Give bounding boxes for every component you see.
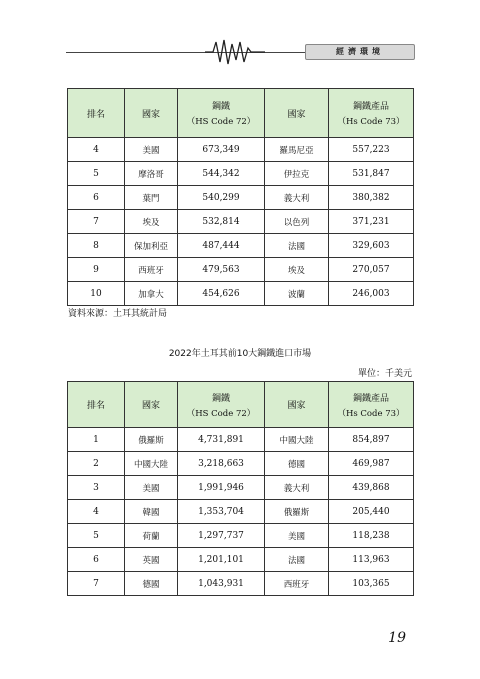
cell-rank: 10 — [68, 282, 125, 306]
cell-country-2: 埃及 — [265, 258, 329, 282]
cell-country-2: 俄羅斯 — [265, 500, 329, 524]
table-row — [68, 210, 414, 234]
cell-steel: 1,991,946 — [178, 476, 265, 500]
table-header-row — [68, 382, 414, 428]
cell-country-2: 波蘭 — [265, 282, 329, 306]
cell-country-2: 伊拉克 — [265, 162, 329, 186]
header-products-code: （Hs Code 73） — [337, 408, 405, 419]
cell-rank: 8 — [68, 234, 125, 258]
cell-products: 380,382 — [329, 186, 414, 210]
cell-products: 205,440 — [329, 500, 414, 524]
import-table — [67, 381, 414, 596]
cell-rank: 2 — [68, 452, 125, 476]
cell-products: 113,963 — [329, 548, 414, 572]
table-row — [68, 452, 414, 476]
cell-steel: 540,299 — [178, 186, 265, 210]
cell-country: 加拿大 — [125, 282, 178, 306]
table-header-row — [68, 89, 414, 138]
header-steel-code: （HS Code 72） — [186, 408, 256, 419]
export-table — [67, 88, 414, 306]
table-row — [68, 162, 414, 186]
cell-country-2: 羅馬尼亞 — [265, 138, 329, 162]
header-country-2: 國家 — [265, 89, 329, 138]
header-rank: 排名 — [68, 382, 125, 428]
cell-rank: 6 — [68, 186, 125, 210]
cell-rank: 7 — [68, 572, 125, 596]
cell-products: 246,003 — [329, 282, 414, 306]
cell-country: 美國 — [125, 476, 178, 500]
cell-country: 保加利亞 — [125, 234, 178, 258]
cell-country-2: 中國大陸 — [265, 428, 329, 452]
header-country-2: 國家 — [265, 382, 329, 428]
cell-products: 103,365 — [329, 572, 414, 596]
header-products-label: 鋼鐵產品 — [352, 102, 389, 112]
cell-steel: 1,297,737 — [178, 524, 265, 548]
table-row — [68, 524, 414, 548]
header-steel — [178, 382, 265, 428]
header-steel-code: （HS Code 72） — [186, 117, 256, 127]
table-row — [68, 428, 414, 452]
cell-steel: 454,626 — [178, 282, 265, 306]
cell-country: 西班牙 — [125, 258, 178, 282]
heartbeat-wave-icon — [205, 38, 265, 66]
cell-steel: 479,563 — [178, 258, 265, 282]
cell-products: 371,231 — [329, 210, 414, 234]
header-products — [329, 382, 414, 428]
cell-rank: 1 — [68, 428, 125, 452]
cell-rank: 4 — [68, 138, 125, 162]
cell-country-2: 義大利 — [265, 476, 329, 500]
cell-steel: 487,444 — [178, 234, 265, 258]
cell-country-2: 以色列 — [265, 210, 329, 234]
header-country: 國家 — [125, 382, 178, 428]
source-note: 資料來源：土耳其統計局 — [68, 309, 168, 319]
cell-country: 埃及 — [125, 210, 178, 234]
cell-rank: 7 — [68, 210, 125, 234]
table-row — [68, 186, 414, 210]
table-row — [68, 234, 414, 258]
header-rank: 排名 — [68, 89, 125, 138]
header-steel-label: 鋼鐵 — [211, 393, 230, 404]
cell-rank: 3 — [68, 476, 125, 500]
cell-country: 荷蘭 — [125, 524, 178, 548]
cell-country-2: 義大利 — [265, 186, 329, 210]
table2-title: 2022年土耳其前10大鋼鐵進口市場 — [168, 349, 312, 359]
cell-country: 中國大陸 — [125, 452, 178, 476]
table-row — [68, 282, 414, 306]
cell-rank: 5 — [68, 162, 125, 186]
cell-rank: 6 — [68, 548, 125, 572]
cell-country-2: 法國 — [265, 234, 329, 258]
cell-steel: 544,342 — [178, 162, 265, 186]
header-country: 國家 — [125, 89, 178, 138]
cell-products: 531,847 — [329, 162, 414, 186]
cell-country: 葉門 — [125, 186, 178, 210]
table-row — [68, 548, 414, 572]
cell-rank: 9 — [68, 258, 125, 282]
cell-products: 854,897 — [329, 428, 414, 452]
cell-products: 439,868 — [329, 476, 414, 500]
cell-rank: 4 — [68, 500, 125, 524]
table-row — [68, 476, 414, 500]
cell-country: 摩洛哥 — [125, 162, 178, 186]
cell-products: 270,057 — [329, 258, 414, 282]
cell-rank: 5 — [68, 524, 125, 548]
header-products-code: （Hs Code 73） — [337, 117, 405, 127]
table-row — [68, 258, 414, 282]
cell-steel: 673,349 — [178, 138, 265, 162]
cell-country: 美國 — [125, 138, 178, 162]
section-tag: 經濟環境 — [305, 44, 415, 60]
cell-steel: 1,353,704 — [178, 500, 265, 524]
header-products — [329, 89, 414, 138]
cell-steel: 532,814 — [178, 210, 265, 234]
cell-steel: 4,731,891 — [178, 428, 265, 452]
cell-country-2: 德國 — [265, 452, 329, 476]
cell-country-2: 西班牙 — [265, 572, 329, 596]
cell-products: 469,987 — [329, 452, 414, 476]
cell-country: 韓國 — [125, 500, 178, 524]
table-row — [68, 572, 414, 596]
header-steel — [178, 89, 265, 138]
cell-steel: 1,201,101 — [178, 548, 265, 572]
cell-country-2: 法國 — [265, 548, 329, 572]
table-row — [68, 138, 414, 162]
cell-country-2: 美國 — [265, 524, 329, 548]
cell-country: 德國 — [125, 572, 178, 596]
page-number: 19 — [388, 630, 406, 646]
cell-steel: 3,218,663 — [178, 452, 265, 476]
cell-steel: 1,043,931 — [178, 572, 265, 596]
cell-country: 俄羅斯 — [125, 428, 178, 452]
header-products-label: 鋼鐵產品 — [352, 393, 389, 404]
header-steel-label: 鋼鐵 — [211, 102, 230, 112]
unit-label: 單位：千美元 — [357, 369, 412, 379]
table-row — [68, 500, 414, 524]
cell-products: 118,238 — [329, 524, 414, 548]
cell-products: 329,603 — [329, 234, 414, 258]
cell-products: 557,223 — [329, 138, 414, 162]
cell-country: 英國 — [125, 548, 178, 572]
page-header — [0, 0, 480, 70]
